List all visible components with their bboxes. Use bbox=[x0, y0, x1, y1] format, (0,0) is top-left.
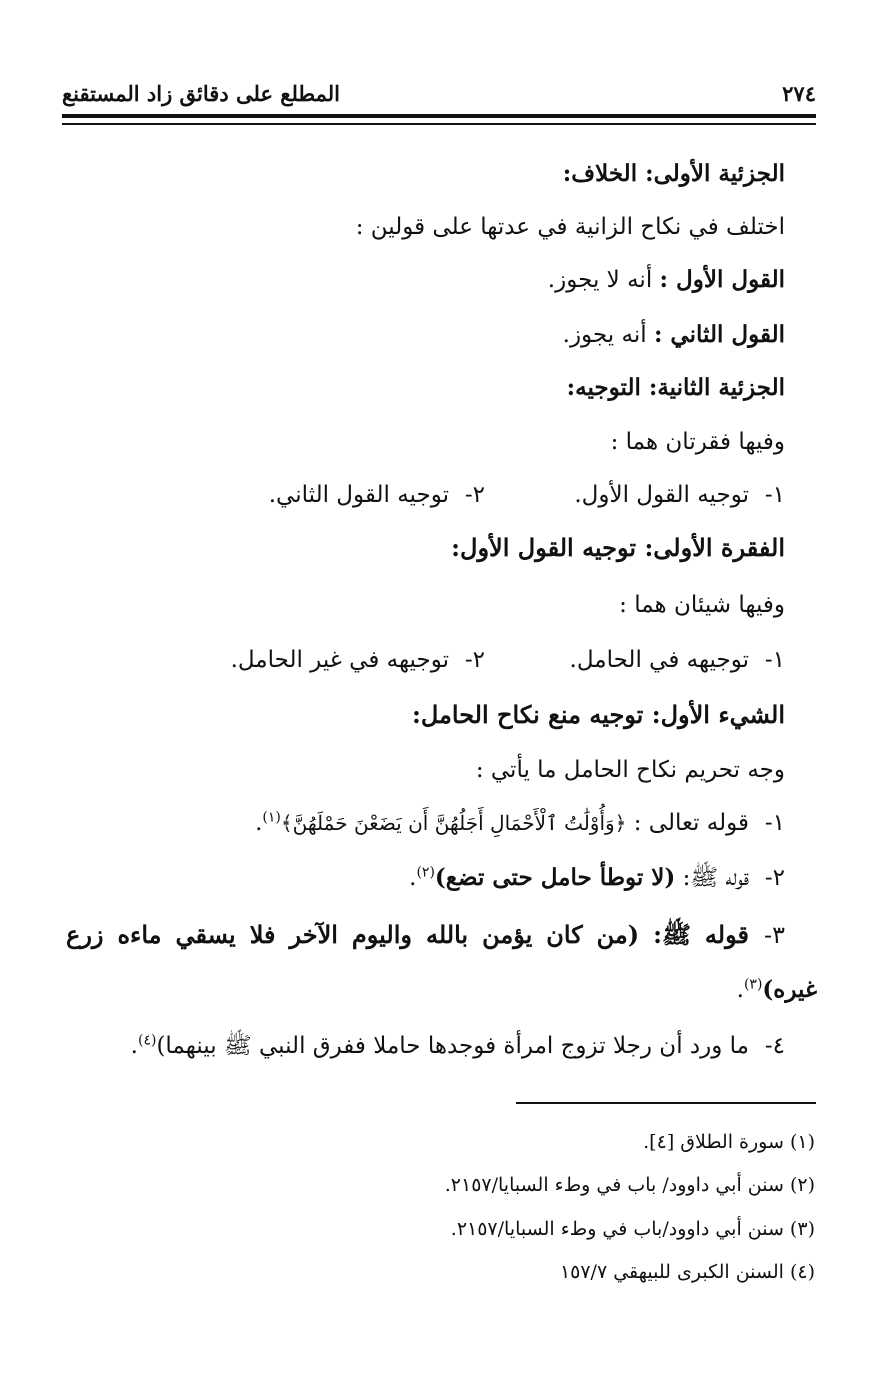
paragraph-two-sections: وفيها فقرتان هما : bbox=[610, 429, 785, 455]
opinion-one bbox=[60, 263, 785, 297]
evidence-four: ٤-ما ورد أن رجلا تزوج امرأة فوجدها حاملا ففرق النبي ﷺ بينهما)$^{(٤)}$. bbox=[130, 1032, 785, 1059]
opinion-two bbox=[60, 318, 785, 352]
evidence-three-line-two: غيره)$^{(٣)}$. bbox=[736, 976, 817, 1003]
footnote-ref: (٣) bbox=[743, 976, 763, 993]
opinion-two-text: أنه يجوز. bbox=[562, 322, 654, 348]
evidence-one: ١-قوله تعالى : ﴿وَأُوْلَٰتُ ٱلْأَحْمَالِ أَجَلُهُنَّ أَن يَضَعْنَ حَمْلَهُنَّ﴾$^{(١)}$. bbox=[255, 809, 785, 836]
evidence-three-line-one: ٣-قوله ﷺ: (من كان يؤمن بالله واليوم الآخر فلا يسقي ماءه زرع bbox=[66, 920, 785, 949]
intro-paragraph: اختلف في نكاح الزانية في عدتها على قولين : bbox=[355, 214, 785, 240]
footnote-item: (١) سورة الطلاق [٤]. bbox=[643, 1131, 815, 1153]
heading-part-one: الجزئية الأولى: الخلاف: bbox=[562, 160, 785, 187]
footnote-item: (٣) سنن أبي داوود/باب في وطء السبايا/٢١٥٧. bbox=[450, 1218, 815, 1240]
header-rule-thick bbox=[62, 114, 816, 118]
paragraph-two-things: وفيها شيئان هما : bbox=[619, 592, 785, 618]
list-item: ١-توجيهه في الحامل. bbox=[569, 647, 785, 673]
opinion-one-label: القول الأول : bbox=[659, 266, 785, 293]
footnote-item: (٢) سنن أبي داوود/ باب في وطء السبايا/٢١٥٧. bbox=[444, 1174, 815, 1196]
heading-section-one: الفقرة الأولى: توجيه القول الأول: bbox=[451, 533, 785, 562]
heading-first-thing: الشيء الأول: توجيه منع نكاح الحامل: bbox=[411, 700, 785, 729]
quran-verse: ﴿وَأُوْلَٰتُ ٱلْأَحْمَالِ أَجَلُهُنَّ أَن يَضَعْنَ حَمْلَهُنَّ﴾ bbox=[280, 811, 627, 835]
opinion-two-label: القول الثاني : bbox=[653, 321, 785, 348]
book-title: المطلع على دقائق زاد المستقنع bbox=[62, 80, 341, 106]
hadith-quote: (لا توطأ حامل حتى تضع) bbox=[434, 864, 676, 891]
list-item: ٢-توجيهه في غير الحامل. bbox=[230, 647, 485, 673]
footnote-separator bbox=[516, 1102, 816, 1104]
list-sections bbox=[60, 478, 785, 512]
paragraph-evidence-intro: وجه تحريم نكاح الحامل ما يأتي : bbox=[475, 757, 785, 783]
evidence-two: ٢-قوله ﷺ: (لا توطأ حامل حتى تضع)$^{(٢)}$. bbox=[409, 864, 785, 891]
footnote-ref: (٢) bbox=[416, 864, 435, 881]
footnote-ref: (١) bbox=[262, 809, 281, 826]
header-rule-thin bbox=[62, 123, 816, 125]
hadith-quote: قوله ﷺ: (من كان يؤمن بالله واليوم الآخر فلا يسقي ماءه زرع bbox=[66, 920, 749, 949]
list-item: ٢-توجيه القول الثاني. bbox=[268, 482, 485, 508]
list-item: ١-توجيه القول الأول. bbox=[574, 482, 785, 508]
list-things bbox=[60, 643, 785, 677]
page-number: ٢٧٤ bbox=[782, 80, 816, 106]
opinion-one-text: أنه لا يجوز. bbox=[547, 267, 660, 293]
footnote-item: (٤) السنن الكبرى للبيهقي ١٥٧/٧ bbox=[559, 1261, 815, 1283]
footnote-ref: (٤) bbox=[137, 1032, 157, 1049]
running-header bbox=[62, 78, 816, 108]
heading-part-two: الجزئية الثانية: التوجيه: bbox=[566, 374, 785, 401]
